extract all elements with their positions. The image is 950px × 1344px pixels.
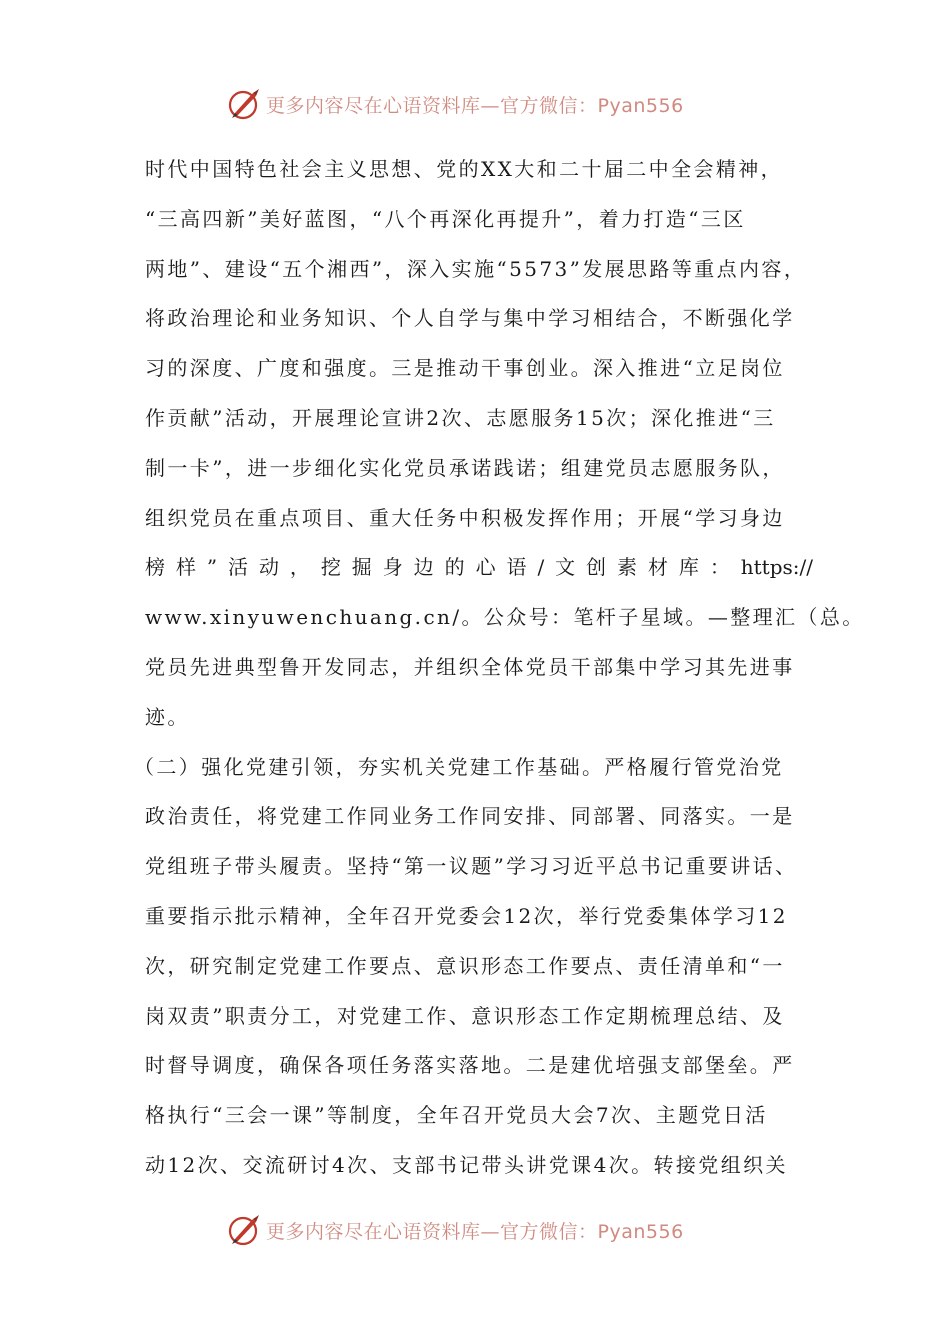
- body-line: “三高四新”美好蓝图，“八个再深化再提升”，着力打造“三区: [145, 206, 746, 231]
- body-line: 迹。: [145, 704, 190, 729]
- body-line: 格执行“三会一课”等制度，全年召开党员大会7次、主题党日活: [145, 1103, 768, 1128]
- header-dash: —: [480, 94, 501, 117]
- footer-banner-text: [266, 1217, 684, 1244]
- footer-banner: [226, 1210, 746, 1250]
- body-line: 榜样”活动，挖掘身边的心语/文创素材库：https://: [145, 555, 813, 580]
- header-brand: 更多内容尽在心语资料库: [266, 94, 481, 117]
- body-line: 时代中国特色社会主义思想、党的XX大和二十届二中全会精神，: [145, 157, 784, 181]
- body-line: 组织党员在重点项目、重大任务中积极发挥作用；开展“学习身边: [145, 505, 785, 530]
- footer-brand: 更多内容尽在心语资料库: [266, 1220, 481, 1243]
- body-line: 两地”、建设“五个湘西”，深入实施“5573”发展思路等重点内容，: [145, 256, 807, 281]
- header-banner-text: [266, 91, 684, 118]
- footer-wechat-id: Pyan556: [597, 1220, 684, 1243]
- body-line: www.xinyuwenchuang.cn/。公众号：笔杆子星域。—整理汇（总。: [145, 605, 865, 630]
- body-line: 制一卡”，进一步细化实化党员承诺践诺；组建党员志愿服务队，: [145, 455, 785, 480]
- body-line: 作贡献”活动，开展理论宣讲2次、志愿服务15次；深化推进“三: [145, 405, 776, 430]
- quill-pen-logo-icon: [226, 86, 262, 122]
- body-line: 动12次、交流研讨4次、支部书记带头讲党课4次。转接党组织关: [145, 1152, 788, 1177]
- quill-pen-logo-icon: [226, 1212, 262, 1248]
- body-line: 政治责任，将党建工作同业务工作同安排、同部署、同落实。一是: [145, 804, 795, 829]
- body-line: 重要指示批示精神，全年召开党委会12次，举行党委集体学习12: [145, 903, 788, 928]
- body-line: 党组班子带头履责。坚持“第一议题”学习习近平总书记重要讲话、: [145, 854, 798, 879]
- body-line: 将政治理论和业务知识、个人自学与集中学习相结合，不断强化学: [145, 306, 795, 331]
- body-line: 岗双责”职责分工，对党建工作、意识形态工作定期梳理总结、及: [145, 1003, 785, 1028]
- body-line: 习的深度、广度和强度。三是推动干事创业。深入推进“立足岗位: [145, 356, 785, 381]
- header-wechat-id: Pyan556: [597, 94, 684, 117]
- header-banner: [226, 84, 746, 124]
- footer-dash: —: [480, 1220, 501, 1243]
- footer-label: 官方微信：: [500, 1220, 598, 1243]
- body-line: 时督导调度，确保各项任务落实落地。二是建优培强支部堡垒。严: [145, 1053, 795, 1078]
- body-line: 次，研究制定党建工作要点、意识形态工作要点、责任清单和“一: [145, 953, 785, 978]
- header-label: 官方微信：: [500, 94, 598, 117]
- section-heading-line: （二）强化党建引领，夯实机关党建工作基础。严格履行管党治党: [134, 754, 784, 779]
- document-body: [134, 145, 865, 1191]
- body-line: 党员先进典型鲁开发同志，并组织全体党员干部集中学习其先进事: [145, 654, 795, 679]
